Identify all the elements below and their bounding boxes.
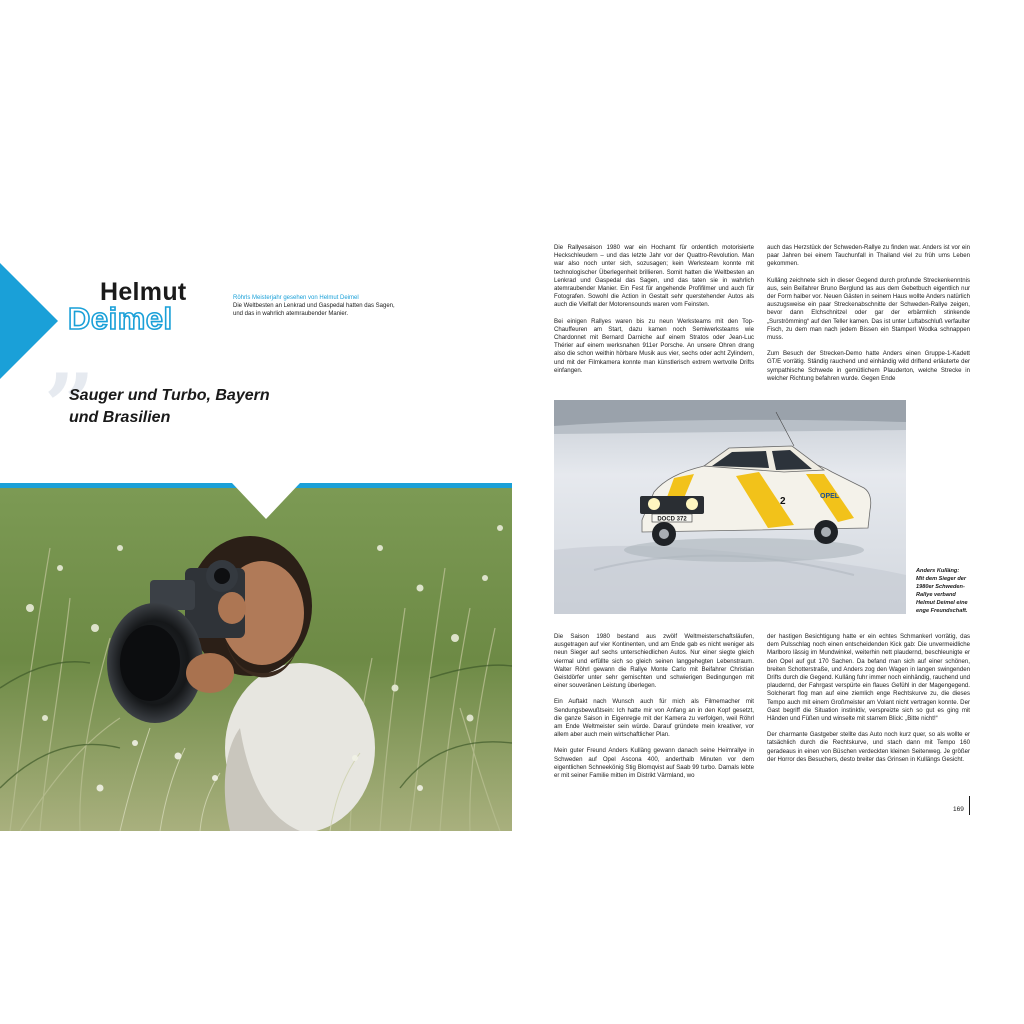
page-number: 169 <box>953 806 964 813</box>
intro-title: Röhrls Meisterjahr gesehen von Helmut Deimel <box>233 295 359 301</box>
paragraph: Zum Besuch der Strecken-Demo hatte Anders einen Gruppe-1-Kadett GT/E vorrätig. Ständig rauchend und einhändig wild driftend erläuterte der sympathische Schwede in gemütlichem Plauderton, welche Strecke in welcher Richtung befahren wurde. Gegen Ende <box>767 350 970 382</box>
caption-line: Mit dem Sieger der <box>916 576 967 582</box>
car-plate-text: DOCD 372 <box>657 516 687 523</box>
paragraph: Die Saison 1980 bestand aus zwölf Weltmeisterschaftsläufen, ausgetragen auf vier Kontinenten, und am Ende gab es nicht weniger als neun Sieger auf sechs unterschiedlichen Autos. Nur einer siegte gleich viermal und erfüllte sich so gleich seinen langgehegten Lebenstraum. Walter Röhrl gewann die Rallye Monte Carlo mit Beifahrer Christian Geistdörfer unter sehr gemischten und schwierigen Bedingungen mit einer souveränen Leistung überlegen. <box>554 633 754 690</box>
text-column-3 <box>554 633 754 788</box>
rally-car-on-snow-photo <box>554 400 906 614</box>
headline-line-2: und Brasilien <box>69 409 171 426</box>
paragraph: Die Rallyesaison 1980 war ein Hochamt für ordentlich motorisierte Heckschleudern – und das letzte Jahr vor der Quattro-Revolution. Man war also noch unter sich, sozusagen; kein Werksteam konnte mit technologischer Überlegenheit brillieren. Somit hatten die Weltbesten an Lenkrad und Gaspedal das Sagen, und das taten sie in wahrlich atemraubender Manier. Ein Fest für angehende Profifilmer und auch für Fotografen. Sowohl die Action in Gestalt sehr querstehender Autos als auch die Vielfalt der Motorensounds waren vom Feinsten. <box>554 244 754 309</box>
caption-line: Anders Kulläng: <box>916 568 960 574</box>
blue-notch-graphic <box>232 483 300 519</box>
paragraph: Bei einigen Rallyes waren bis zu neun Werksteams mit den Top-Chauffeuren am Start, dazu kamen noch Semiwerksteams wie Chardonnet mit Bernard Darniche auf einem Stratos oder Jean-Luc Thérier auf einem werksnahen 911er Porsche. An unsere Ohren drang also die schon weithin hörbare Musik aus vier, sechs oder acht Zylindern, und mit der Filmkamera konnte man künstlerisch extrem wertvolle Drifts einfangen. <box>554 317 754 374</box>
author-last-name <box>66 303 216 335</box>
author-last-name-text: Deimel <box>68 303 173 335</box>
car-number-text: 2 <box>780 496 786 507</box>
car-brand-text: OPEL <box>820 493 840 500</box>
quote-mark: ” <box>44 354 95 458</box>
paragraph: Kulläng zeichnete sich in dieser Gegend durch profunde Streckenkenntnis aus, sein Beifahrer Bruno Berglund las aus dem Gebetbuch eigentlich nur der Form halber vor. Neuen Gästen in seinem Haus wollte Anders natürlich auszugsweise ein paar Streckenabschnitte der Schweden-Rallye zeigen, bevor dann Elchschnitzel oder gar der erbärmlich stinkende „Surströmming“ auf den Teller kamen. Das ist unter Luftabschluß verfaulter Fisch, zu dem man nach jedem Bissen ein Stamperl Wodka schnappen muss. <box>767 276 970 342</box>
paragraph: Mein guter Freund Anders Kulläng gewann danach seine Heimrallye in Schweden auf Opel Ascona 400, anderthalb Minuten vor dem eigentlichen Schneekönig Stig Blomqvist auf Saab 99 turbo. Damals lebte er mit seiner Familie mitten im Distrikt Värmland, wo <box>554 747 754 780</box>
caption-line: Helmut Deimel eine <box>916 600 968 606</box>
paragraph: der hastigen Besichtigung hatte er ein echtes Schmankerl vorrätig, das dem Pulsschlag noch einen entscheidenden Kick gab: Die unvermeidliche Marlboro lässig im Mundwinkel, weiterhin nett plaudernd, beschleunigte er den Opel auf gut 170 Sachen. Da befand man sich auf einer schönen, breiten Schotterstraße, und Anders zog den Wagen in langen swingenden Drifts durch die Gegend. Kulläng fuhr immer noch einhändig, rauchend und plaudernd, der Fahrgast verspürte ein flaues Gefühl in der Magengegend. Solcherart flog man auf eine ziemlich enge Rechtskurve zu, die dieses Tempo auch mit einem Großmeister am Volant nicht vertragen konnte. Der Gast begriff die Situation instinktiv, verspreizte sich so gut es ging mit Händen und Füßen und winselte mit starrem Blick: „Bitte nicht!“ <box>767 633 970 723</box>
text-column-4 <box>767 633 970 772</box>
paragraph: Ein Auftakt nach Wunsch auch für mich als Filmemacher mit Sendungsbewußtsein: Ich hatte mir von Anfang an in den Kopf gesetzt, die ganze Saison in Eigenregie mit der Kamera zu verfolgen, weil Röhrl am Ende Weltmeister sein würde. Darauf gründete mein kreativer, vor allem aber auch mein wirtschaftlicher Plan. <box>554 698 754 739</box>
text-column-1 <box>554 244 754 383</box>
intro-text: Die Weltbesten an Lenkrad und Gaspedal hatten das Sagen, und das in wahrlich atemraubender Manier. <box>233 303 395 317</box>
cameraman-in-grass-photo <box>0 488 512 831</box>
intro-box <box>233 294 403 318</box>
text-column-2 <box>767 244 970 391</box>
headline-line-1: Sauger und Turbo, Bayern <box>69 387 270 404</box>
page-number-rule <box>969 796 970 815</box>
headline <box>69 385 329 429</box>
caption-line: 1980er Schweden- <box>916 584 965 590</box>
caption-line: Rallye verband <box>916 592 956 598</box>
author-first-name: Helmut <box>100 278 187 306</box>
paragraph: auch das Herzstück der Schweden-Rallye zu finden war. Anders ist vor ein paar Jahren bei einem Tauchunfall in Thailand viel zu früh ums Leben gekommen. <box>767 244 970 268</box>
photo-caption <box>916 567 980 615</box>
paragraph: Der charmante Gastgeber stellte das Auto noch kurz quer, so als wollte er tatsächlich durch die Rechtskurve, und stach dann mit Tempo 160 geradeaus in einen von Büschen verdeckten kleinen Seitenweg. Je größer der Horror des Besuchers, desto breiter das Grinsen in Kullängs Gesicht. <box>767 731 970 763</box>
caption-line: enge Freundschaft. <box>916 608 968 614</box>
